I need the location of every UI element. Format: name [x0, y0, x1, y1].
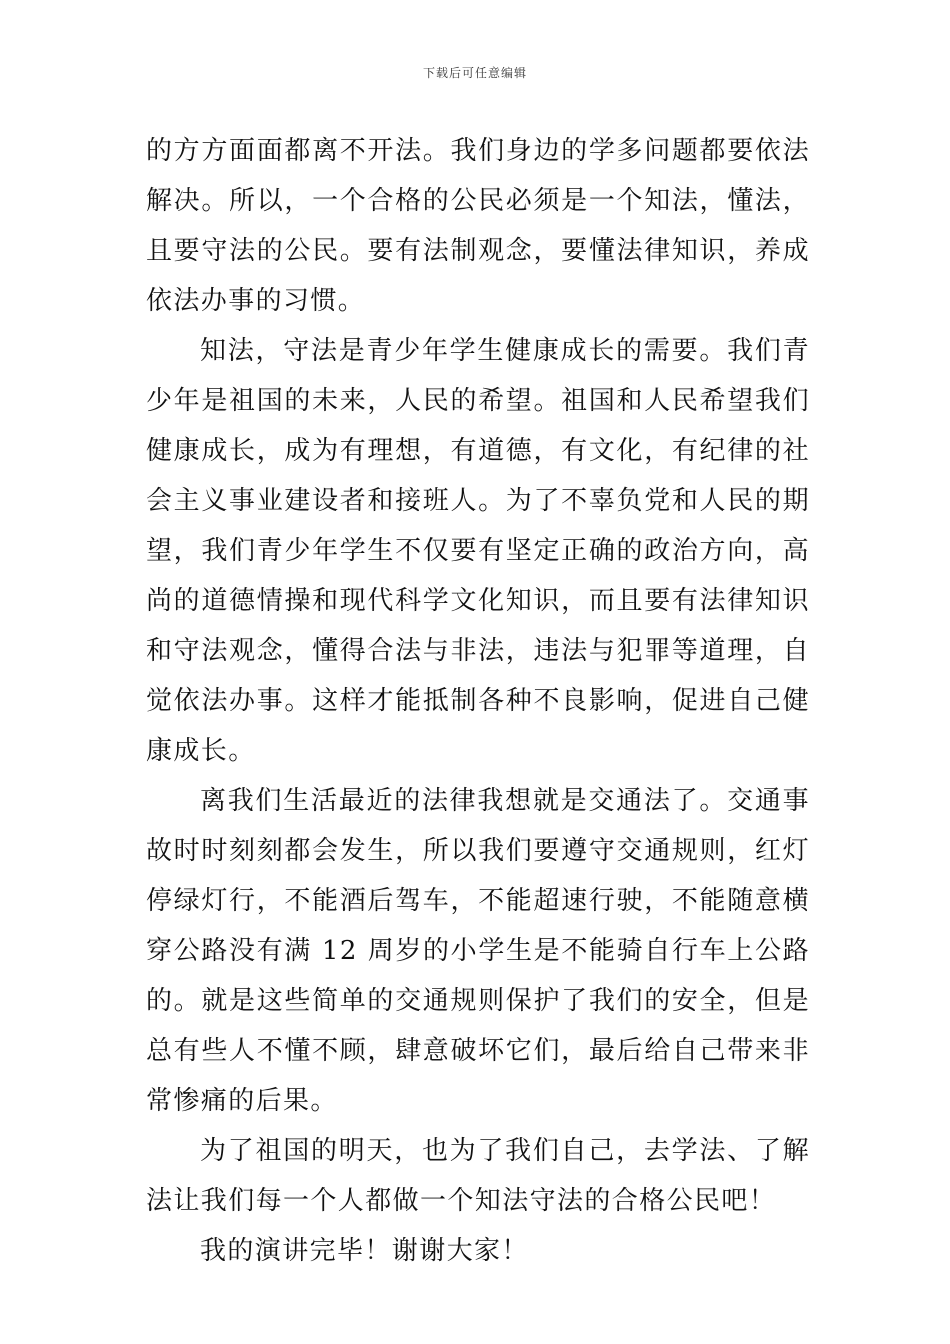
document-body	[146, 126, 810, 1276]
paragraph-traffic-law: 离我们生活最近的法律我想就是交通法了。交通事故时时刻刻都会发生，所以我们要遵守交通规则，红灯停绿灯行，不能酒后驾车，不能超速行驶，不能随意横穿公路没有满 12 周岁的小学生是不能骑自行车上公路的。就是这些简单的交通规则保护了我们的安全，但是总有些人不懂不顾，肆意破坏它们，最后给自己带来非常惨痛的后果。	[146, 786, 810, 1116]
page-header: 下载后可任意编辑	[422, 66, 527, 80]
paragraph-youth-law: 知法，守法是青少年学生健康成长的需要。我们青少年是祖国的未来，人民的希望。祖国和人民希望我们健康成长，成为有理想，有道德，有文化，有纪律的社会主义事业建设者和接班人。为了不辜负党和人民的期望，我们青少年学生不仅要有坚定正确的政治方向，高尚的道德情操和现代科学文化知识，而且要有法律知识和守法观念，懂得合法与非法，违法与犯罪等道理，自觉依法办事。这样才能抵制各种不良影响，促进自己健康成长。	[146, 336, 810, 766]
paragraph-continued: 的方方面面都离不开法。我们身边的学多问题都要依法解决。所以，一个合格的公民必须是一个知法，懂法，且要守法的公民。要有法制观念，要懂法律知识，养成依法办事的习惯。	[146, 136, 810, 316]
paragraph-closing: 我的演讲完毕！谢谢大家！	[200, 1236, 529, 1266]
paragraph-conclusion: 为了祖国的明天，也为了我们自己，去学法、了解法让我们每一个人都做一个知法守法的合格公民吧！	[146, 1136, 810, 1216]
